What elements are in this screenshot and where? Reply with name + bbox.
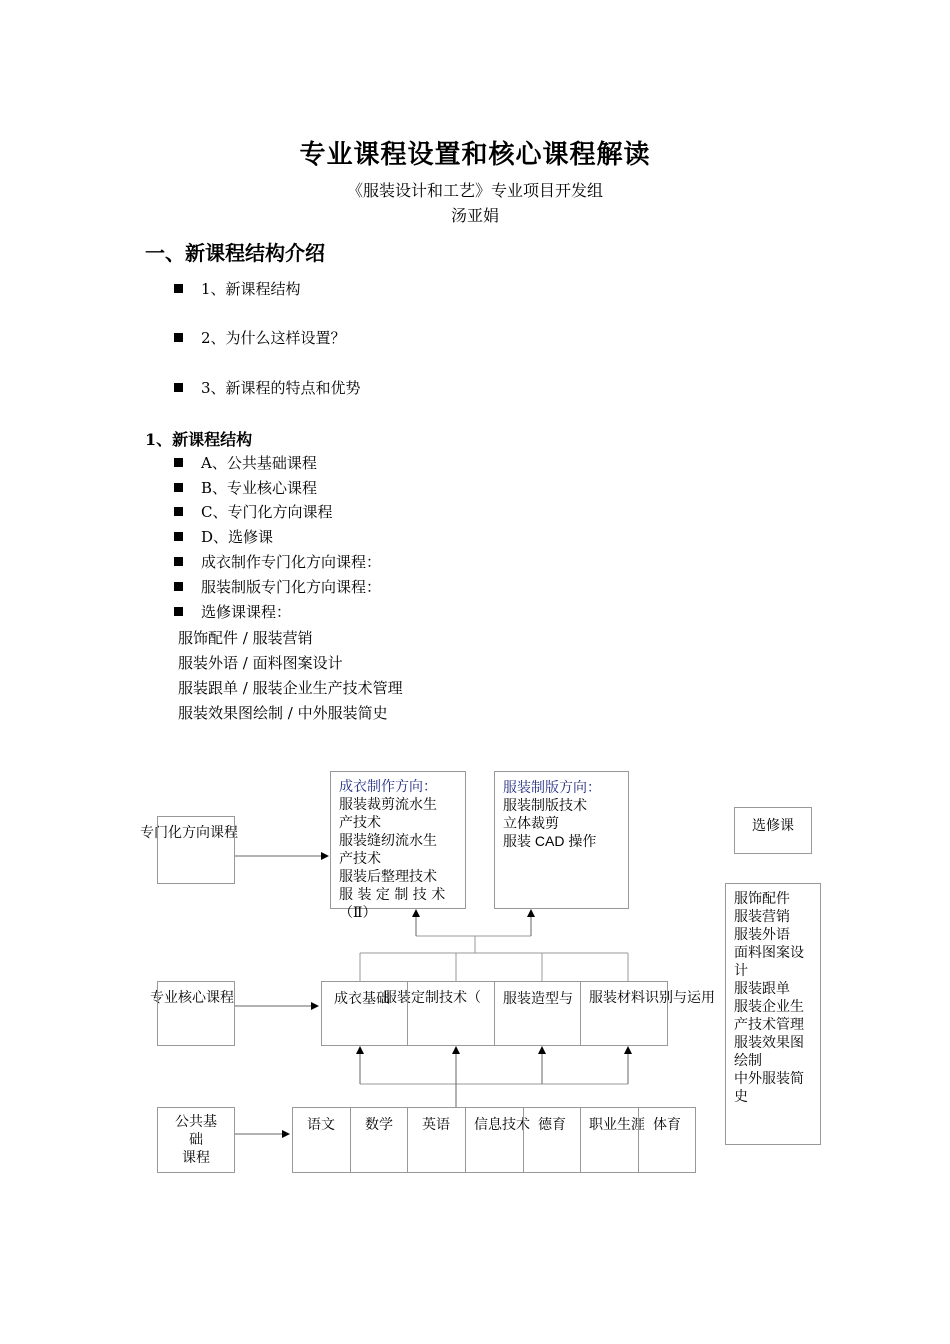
core-course-cell: 服装造型与 <box>494 981 581 1046</box>
elective-line: 服饰配件 / 服装营销 <box>178 629 313 647</box>
elective-course-line: 计 <box>734 963 748 979</box>
list-item: 3、新课程的特点和优势 <box>174 377 361 398</box>
elective-course-line: 绘制 <box>734 1053 762 1069</box>
document-subtitle: 《服装设计和工艺》专业项目开发组 <box>346 181 603 200</box>
public-courses-label: 公共基 础 课程 <box>157 1107 235 1173</box>
list-item: 2、为什么这样设置？ <box>174 327 346 348</box>
garment-direction-title: 成衣制作方向： <box>339 779 437 795</box>
public-course-cell: 数学 <box>350 1107 408 1173</box>
elective-course-line: 服装外语 <box>734 927 790 943</box>
direction-label-box <box>157 816 235 884</box>
elective-label-box: 选修课 <box>734 807 812 854</box>
document-title: 专业课程设置和核心课程解读 <box>299 140 651 170</box>
core-course-divider <box>407 981 495 1046</box>
direction-courses-label: 专门化方向课程 <box>140 825 238 841</box>
elective-course-line: 史 <box>734 1089 748 1105</box>
elective-line: 服装外语 / 面料图案设计 <box>178 654 343 672</box>
pattern-direction-title: 服装制版方向： <box>503 779 601 795</box>
list-item: D、选修课 <box>174 526 273 547</box>
public-course-cell: 职业生涯 <box>580 1107 639 1173</box>
list-item: 成衣制作专门化方向课程： <box>174 551 381 572</box>
elective-course-line: 服饰配件 <box>734 891 790 907</box>
pattern-course-line: 服装 CAD 操作 <box>503 833 597 849</box>
elective-course-line: 产技术管理 <box>734 1017 804 1033</box>
list-item: B、专业核心课程 <box>174 477 317 498</box>
list-item: 1、新课程结构 <box>174 278 301 299</box>
garment-course-line: 服装缝纫流水生 <box>339 833 437 849</box>
garment-course-line: 服装后整理技术 <box>339 869 437 885</box>
garment-course-line: 产技术 <box>339 851 381 867</box>
elective-course-line: 服装营销 <box>734 909 790 925</box>
list-item: 服装制版专门化方向课程： <box>174 576 381 597</box>
elective-course-line: 服装企业生 <box>734 999 804 1015</box>
core-course-cell: 服装定制技术（ <box>383 990 481 1006</box>
garment-course-line: （Ⅱ） <box>339 905 377 921</box>
public-course-cell: 英语 <box>407 1107 466 1173</box>
public-course-cell: 德育 <box>523 1107 581 1173</box>
public-course-cell: 语文 <box>292 1107 351 1173</box>
garment-direction-box <box>330 771 466 921</box>
list-item: 选修课课程： <box>174 601 291 622</box>
garment-course-line: 服装裁剪流水生 <box>339 797 437 813</box>
pattern-course-line: 服装制版技术 <box>503 797 587 813</box>
elective-course-line: 服装效果图 <box>734 1035 804 1051</box>
public-course-cell: 信息技术 <box>465 1107 524 1173</box>
core-course-cell: 服装材料识别与运用 <box>589 989 715 1005</box>
pattern-course-line: 立体裁剪 <box>503 815 559 831</box>
subsection-heading: 1、新课程结构 <box>145 430 253 449</box>
elective-course-line: 面料图案设 <box>734 945 804 961</box>
section-heading: 一、新课程结构介绍 <box>145 241 325 265</box>
list-item: C、专门化方向课程 <box>174 501 332 522</box>
public-course-cell: 体育 <box>638 1107 696 1173</box>
core-label-box <box>157 981 235 1046</box>
elective-courses-box <box>725 883 821 1145</box>
core-course-cell: 成衣基础 <box>321 981 408 1046</box>
garment-course-line: 产技术 <box>339 815 381 831</box>
elective-course-line: 中外服装简 <box>734 1071 804 1087</box>
elective-course-line: 服装跟单 <box>734 981 790 997</box>
list-item: A、公共基础课程 <box>174 452 317 473</box>
document-author: 汤亚娟 <box>450 206 499 225</box>
pattern-direction-box <box>494 771 629 909</box>
core-courses-label: 专业核心课程 <box>150 990 234 1006</box>
elective-line: 服装跟单 / 服装企业生产技术管理 <box>178 679 403 697</box>
garment-course-line: 服 装 定 制 技 术 <box>339 887 446 903</box>
elective-line: 服装效果图绘制 / 中外服装简史 <box>178 704 388 722</box>
